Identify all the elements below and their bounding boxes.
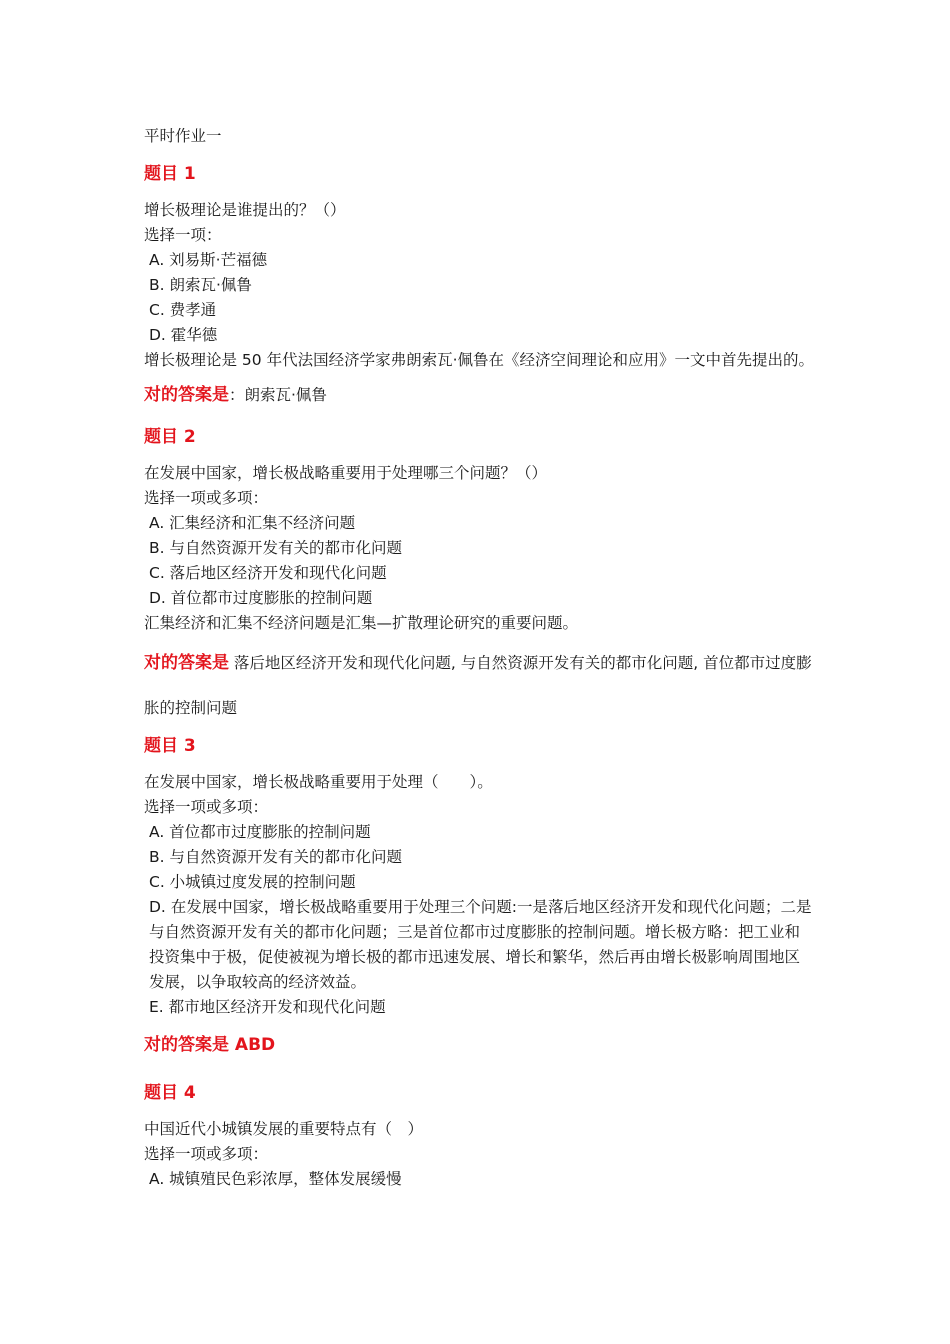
question-1 [144, 161, 814, 408]
question-1-text: 增长极理论是谁提出的？（） [144, 201, 346, 219]
question-4-heading: 题目 4 [144, 1083, 196, 1103]
question-1-heading: 题目 1 [144, 164, 196, 184]
document-title: 平时作业一 [144, 127, 222, 145]
question-1-answer-text: ：朗索瓦·佩鲁 [229, 386, 327, 404]
question-2 [144, 424, 814, 731]
question-3-answer: 对的答案是 ABD [144, 1035, 276, 1055]
question-4-option-a: A. 城镇殖民色彩浓厚，整体发展缓慢 [149, 1170, 402, 1188]
question-2-option-b: B. 与自然资源开发有关的都市化问题 [149, 539, 402, 557]
question-3-option-b: B. 与自然资源开发有关的都市化问题 [149, 848, 402, 866]
question-1-option-c: C. 费孝通 [149, 301, 217, 319]
question-2-heading: 题目 2 [144, 427, 196, 447]
question-2-option-d: D. 首位都市过度膨胀的控制问题 [149, 589, 373, 607]
question-3-option-c: C. 小城镇过度发展的控制问题 [149, 873, 356, 891]
question-2-explanation: 汇集经济和汇集不经济问题是汇集—扩散理论研究的重要问题。 [144, 614, 579, 632]
question-4-prompt: 选择一项或多项： [144, 1145, 269, 1163]
question-2-prompt: 选择一项或多项： [144, 489, 269, 507]
question-1-answer [144, 383, 814, 408]
question-1-prompt: 选择一项： [144, 226, 222, 244]
question-3-prompt: 选择一项或多项： [144, 798, 269, 816]
document-page [144, 124, 814, 1192]
question-3-heading: 题目 3 [144, 736, 196, 756]
question-1-option-d: D. 霍华德 [149, 326, 218, 344]
question-2-answer [144, 641, 814, 731]
question-3-option-e: E. 都市地区经济开发和现代化问题 [149, 998, 386, 1016]
question-4 [144, 1080, 814, 1192]
question-2-answer-text: 落后地区经济开发和现代化问题, 与自然资源开发有关的都市化问题, 首位都市过度膨胀的控制问题 [144, 654, 812, 717]
question-1-explanation: 增长极理论是 50 年代法国经济学家弗朗索瓦·佩鲁在《经济空间理论和应用》一文中首先提出的。 [144, 351, 815, 369]
question-3 [144, 733, 814, 1058]
question-3-text: 在发展中国家，增长极战略重要用于处理（ ）。 [144, 773, 493, 791]
question-1-option-a: A. 刘易斯·芒福德 [149, 251, 268, 269]
question-1-option-b: B. 朗索瓦·佩鲁 [149, 276, 252, 294]
question-2-option-c: C. 落后地区经济开发和现代化问题 [149, 564, 387, 582]
question-3-option-d: D. 在发展中国家，增长极战略重要用于处理三个问题:一是落后地区经济开发和现代化问题；二是与自然资源开发有关的都市化问题；三是首位都市过度膨胀的控制问题。增长极方略：把工业和投资集中于极，促使被视为增长极的都市迅速发展、增长和繁华，然后再由增长极影响周围地区发展，以争取较高的经济效益。 [149, 898, 812, 991]
question-1-answer-label: 对的答案是 [144, 385, 229, 405]
question-2-answer-label: 对的答案是 [144, 653, 229, 673]
question-2-option-a: A. 汇集经济和汇集不经济问题 [149, 514, 356, 532]
question-3-option-a: A. 首位都市过度膨胀的控制问题 [149, 823, 371, 841]
question-2-text: 在发展中国家，增长极战略重要用于处理哪三个问题？（） [144, 464, 548, 482]
question-4-text: 中国近代小城镇发展的重要特点有（ ） [144, 1120, 424, 1138]
